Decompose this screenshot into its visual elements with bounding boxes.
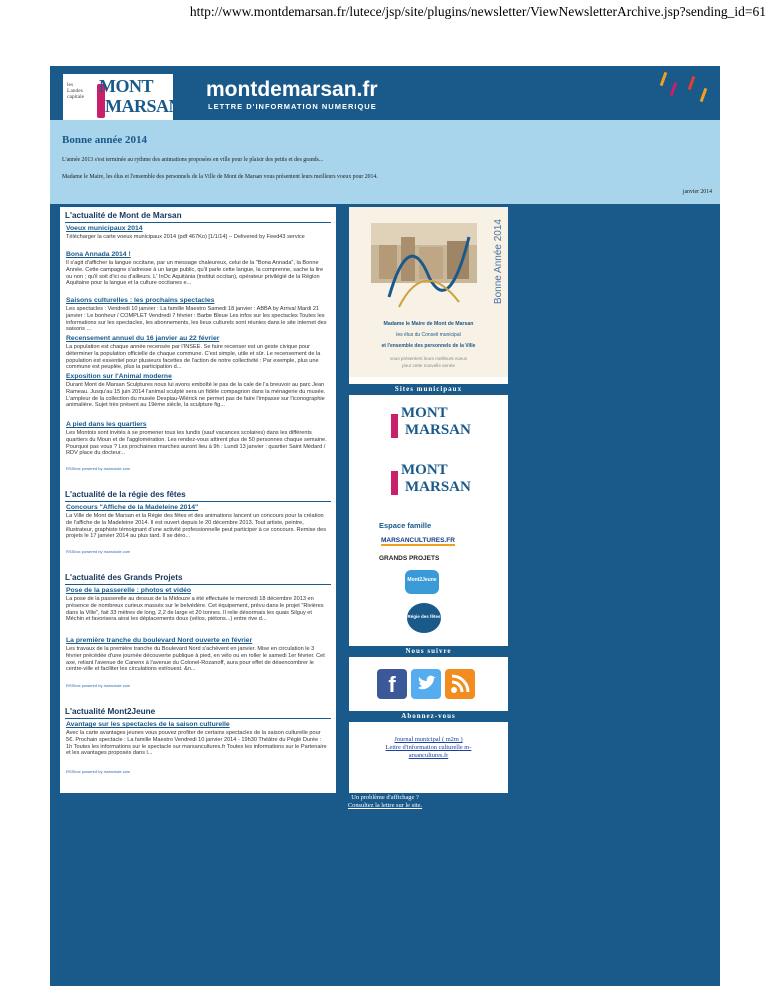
news-summary: Les Montois sont invités à se promener tous les lundis (sauf vacances scolaires) dans les différents quartiers du Moun et de l'agglomération. Les rendez-vous attirent plus de 50 personnes chaque semaine. Pourquoi pas vous ? Les prochaines marches auront lieu à 9h : Lundi 13 janvier : quartier Saint Médard / RDV place du docteur... [66, 430, 327, 457]
sidebar-column [349, 207, 508, 793]
news-column [60, 207, 336, 793]
news-summary: Télécharger la carte voeux municipaux 2014 (pdf 467Ko) [1/1/14] -- Delivered by Feed43 service [66, 234, 305, 240]
card-line: Madame le Maire de Mont de Marsan [383, 321, 474, 327]
news-summary: Les spectacles : Vendredi 10 janvier : La famille Maestro Samedi 18 janvier : ABBA by Arrival Mardi 21 janvier : Le bonheur / COMPLET Vendredi 7 février : Barbe Bleue Les infos sur les spectacles Toutes les informations sur les spectacles, les abonnements, les lieux culturels sont réunies dans le site internet des saisons ... [66, 306, 327, 333]
logo-word: capitale [67, 94, 85, 100]
logo-mont: MONT [99, 76, 153, 96]
news-link[interactable]: Bona Annada 2014 ! [66, 251, 131, 258]
logo-marsan: MARSAN [405, 479, 471, 495]
news-summary: La pose de la passerelle au dessus de la Midouze a été effectuée le mercredi 18 décembre 2013 en présence de nombreux curieux massés sur le belvédère. Cet équipement, prévu dans le projet "Rivières dans la Ville", fait 33 mètres de long, 2,2 de large et 20 tonnes. Il relie désormais les quais Silguy et Méchin et favorisera ainsi les déplacements doux (vélos, piétons...) entre rive d... [66, 596, 324, 623]
intro-paragraph: L'année 2013 s'est terminée au rythme des animations proposées en ville pour le plaisir des petits et des grands... [62, 157, 324, 163]
logo-word: Landes [67, 88, 83, 94]
logo-tagline [67, 82, 84, 100]
rss-feed-icon [445, 669, 475, 699]
intro-paragraph: Madame le Maire, les élus et l'ensemble des personnels de la Ville de Mont de Marsan vous présentent leurs meilleurs voeux pour 2014. [62, 174, 378, 180]
card-line: pour cette nouvelle année [402, 363, 455, 368]
decoration-icon [688, 76, 696, 90]
news-link[interactable]: Voeux municipaux 2014 [66, 225, 143, 232]
section-divider [65, 718, 331, 719]
section-title: L'actualité des Grands Projets [65, 573, 183, 582]
newsletter-container [50, 66, 720, 986]
twitter-icon[interactable] [411, 669, 441, 699]
intro-band [50, 120, 720, 204]
decoration-icon [700, 88, 708, 102]
grands-projets-link[interactable]: GRANDS PROJETS [379, 555, 440, 562]
card-line: les élus du Conseil municipal [396, 332, 461, 338]
site-title: montdemarsan.fr [206, 78, 378, 101]
greeting-title: Bonne année 2014 [62, 134, 147, 146]
marsancultures-link[interactable]: MARSANCULTURES.FR [381, 537, 455, 544]
footer-question: Un problème d'affichage ? [351, 794, 419, 801]
logo-mont: MONT [401, 462, 448, 478]
browser-url[interactable]: http://www.montdemarsan.fr/lutece/jsp/site/plugins/newsletter/ViewNewsletterArchive.jsp?sending_id=61 [189, 4, 766, 19]
greeting-card-illustration [349, 207, 508, 317]
nous-suivre-title: Nous suivre [349, 646, 508, 657]
section-title: L'actualité de la régie des fêtes [65, 490, 186, 499]
twitter-bird-icon [411, 669, 441, 699]
card-vertical-text: Bonne Année 2014 [493, 219, 504, 305]
news-summary: Avec la carte avantages jeunes vous pouvez profiter de certains spectacles de la saison culturelle pour 5€. Prochain spectacle : La famille Maestro Vendredi 10 janvier 2014 - 19h30 Théâtre du Péglé Durée : 1h Toutes les informations sur le spectacle sur marsancultures.fr Toutes les informations sur le Partenaire et les avantages proposés dans l... [66, 730, 327, 757]
section-divider [65, 222, 331, 223]
news-link[interactable]: Concours "Affiche de la Madeleine 2014" [66, 504, 199, 511]
sites-municipaux-title: Sites municipaux [349, 384, 508, 395]
news-link[interactable]: Avantage sur les spectacles de la saison culturelle [66, 721, 230, 728]
greeting-card [349, 207, 508, 377]
news-link[interactable]: Exposition sur l'Animal moderne [66, 373, 172, 380]
newsletter-footer [50, 794, 720, 810]
news-link[interactable]: Saisons culturelles : les prochains spectacles [66, 297, 215, 304]
rss-credit-link[interactable]: RSSbox powered by rssinclude.com [66, 769, 131, 774]
rss-credit-link[interactable]: RSSbox powered by rssinclude.com [66, 683, 131, 688]
logo-marsan: MARSAN [405, 422, 471, 438]
news-summary: Il s'agit d'afficher la langue occitane, par un message chaleureux, celui de la "Bona Annada", la Bonne Année. Cette campagne s'adresse à un large public, qu'il parle cette langue, la comprenne, sache la lire ou non ; qu'il soit d'ici ou d'ailleurs. L' InOc Aquitània (institut occitan), opérateur privilégié de la Région Aquitaine pour la langue et la culture occitanes e... [66, 260, 324, 287]
site-subtitle: LETTRE D'INFORMATION NUMERIQUE [208, 102, 377, 111]
newsletter-header [50, 66, 720, 120]
issue-date: janvier 2014 [682, 189, 712, 195]
logo-mont: MONT [401, 405, 448, 421]
site-logo-agglo[interactable] [373, 461, 483, 497]
news-link[interactable]: La première tranche du boulevard Nord ouverte en février [66, 637, 253, 644]
espace-famille-link[interactable]: Espace famille [379, 521, 432, 530]
mont-marsan-logo-icon [387, 461, 471, 497]
news-link[interactable]: Recensement annuel du 16 janvier au 22 février [66, 335, 220, 342]
rss-icon[interactable] [445, 669, 475, 699]
logo-marsan: MARSAN [105, 96, 181, 116]
mont2jeune-link[interactable] [405, 570, 439, 594]
site-logo-montdemarsan[interactable] [373, 404, 483, 440]
card-line: vous présentent leurs meilleurs voeux [389, 356, 468, 361]
section-divider [65, 584, 331, 585]
journal-municipal-link[interactable]: Journal municipal ( m2m ) [394, 736, 463, 743]
view-online-link[interactable]: Consultez la lettre sur le site. [347, 802, 423, 809]
regie-des-fetes-link[interactable] [407, 603, 441, 633]
facebook-icon[interactable]: f [377, 669, 407, 699]
mont-marsan-logo-icon [387, 404, 471, 440]
mont-de-marsan-logo[interactable] [63, 74, 181, 120]
rss-credit-link[interactable]: RSSbox powered by rssinclude.com [66, 466, 131, 471]
section-title: L'actualité de Mont de Marsan [65, 211, 182, 220]
news-summary: Durant Mont de Marsan Sculptures nous lui avons emboîté le pas de la cale de l'a breuvoir au parc Jean Rameau. Jusqu'au 15 juin 2014 l'animal sculpté sera un fidèle compagnon dans la ménagerie du musée. L'ampleur de la collection du musée Despiau-Wlérick ne permet pas de faire l'impasse sur l'iconographie animalière. Sujet très présent au 19ème siècle, la sculpture fig... [66, 382, 326, 409]
news-summary: Les travaux de la première tranche du Boulevard Nord s'achèvent en janvier. Mise en circulation le 3 février précédée d'une journée découverte publique à pied, en vélo ou en roller le samedi 1er février. Cet axe, reliant l'avenue de Canenx à l'avenue du Colonel-Rozanoff, aura pour effet de désencombrer le centre-ville et faciliter les circulations est/ouest. &n... [66, 646, 325, 673]
section-title: L'actualité Mont2Jeune [65, 707, 156, 716]
news-link[interactable]: Pose de la passerelle : photos et vidéo [66, 587, 192, 594]
news-summary: La population est chaque année recensée par l'INSEE. Se faire recenser est un geste civique pour déterminer la population officielle de chaque commune. C'est simple, utile et sûr. Le recensement de la population est essentiel pour plusieurs facettes de l'action de notre collectivité : Par exemple, plus une commune est peuplée, plus la participation d... [66, 344, 321, 371]
news-link[interactable]: A pied dans les quartiers [66, 421, 147, 428]
abonnez-vous-title: Abonnez-vous [349, 711, 508, 722]
regie-label: Régie des fêtes [407, 614, 441, 619]
news-summary: La Ville de Mont de Marsan et la Régie des fêtes et des animations lancent un concours pour la création de l'affiche de la Madeleine 2014. Il est ouvert depuis le 20 décembre 2013. Tout artiste, peintre, illustrateur, graphiste témoignant d'une activité professionnelle peut participer à ce concours. Remise des projets le 17 janvier 2014 au plus tard. Il se déro... [66, 513, 327, 540]
section-divider [65, 501, 331, 502]
decoration-icon [660, 72, 668, 86]
rss-credit-link[interactable]: RSSbox powered by rssinclude.com [66, 549, 131, 554]
decoration-icon [670, 82, 678, 96]
card-line: et l'ensemble des personnels de la Ville [381, 343, 476, 349]
logo-word: les [67, 82, 74, 88]
mont2jeune-label: Mont2Jeune [407, 577, 437, 583]
lettre-culturelle-link[interactable]: Lettre d'information culturelle m-arsancultures.fr [385, 744, 472, 759]
